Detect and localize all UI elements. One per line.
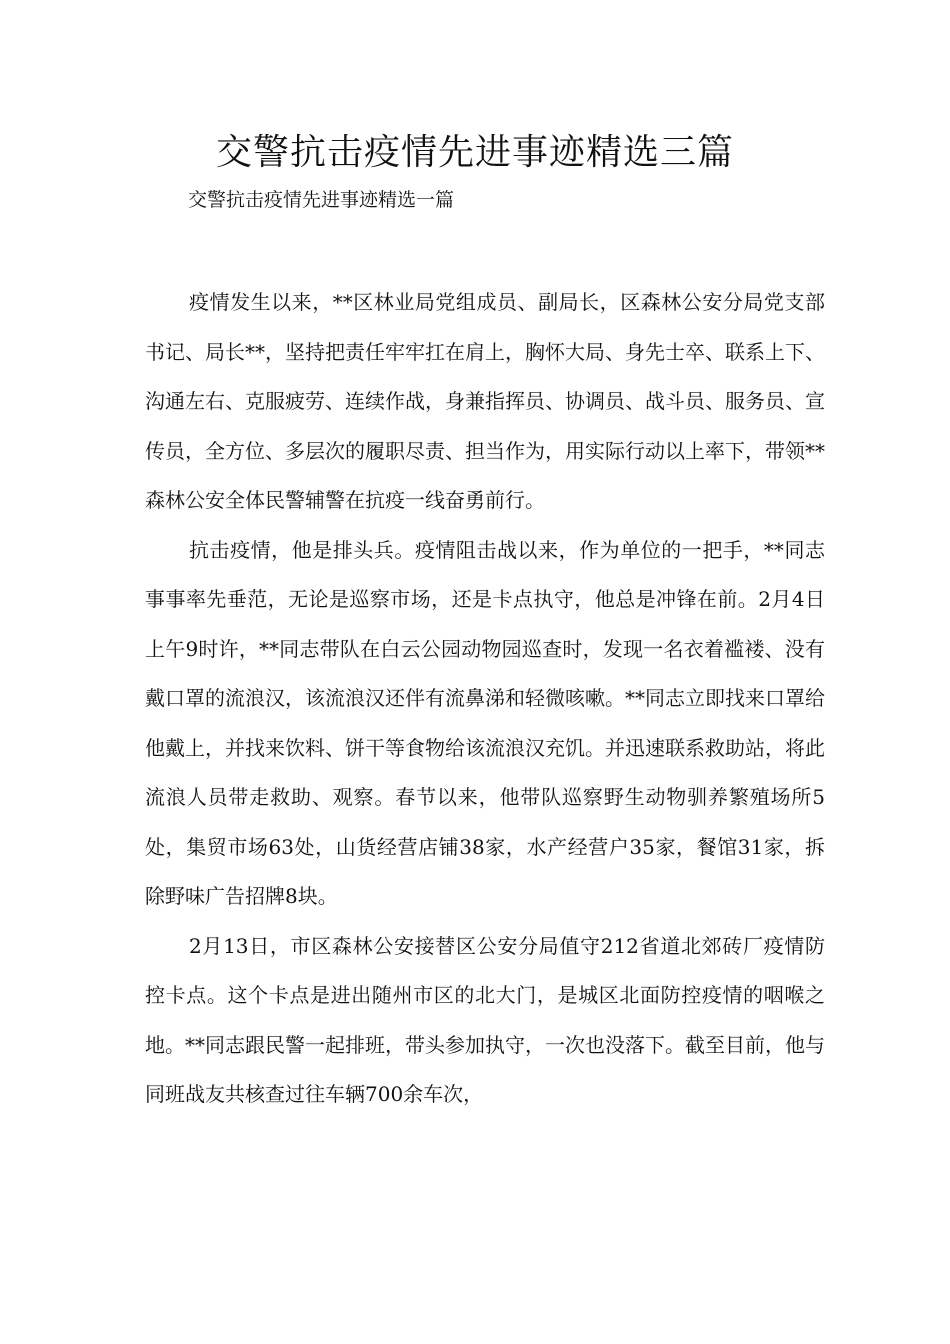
paragraph: 抗击疫情，他是排头兵。疫情阻击战以来，作为单位的一把手，**同志事事率先垂范，无论是巡察市场，还是卡点执守，他总是冲锋在前。2月4日上午9时许，**同志带队在白云公园动物园巡查时，发现一名衣着褴褛、没有戴口罩的流浪汉，该流浪汉还伴有流鼻涕和轻微咳嗽。**同志立即找来口罩给他戴上，并找来饮料、饼干等食物给该流浪汉充饥。并迅速联系救助站，将此流浪人员带走救助、观察。春节以来，他带队巡察野生动物驯养繁殖场所5处，集贸市场63处，山货经营店铺38家，水产经营户35家，餐馆31家，拆除野味广告招牌8块。 xyxy=(145,537,825,908)
paragraph: 疫情发生以来，**区林业局党组成员、副局长，区森林公安分局党支部书记、局长**，坚持把责任牢牢扛在肩上，胸怀大局、身先士卒、联系上下、沟通左右、克服疲劳、连续作战，身兼指挥员、协调员、战斗员、服务员、宣传员，全方位、多层次的履职尽责、担当作为，用实际行动以上率下，带领**森林公安全体民警辅警在抗疫一线奋勇前行。 xyxy=(145,290,825,512)
document-body xyxy=(145,278,825,1120)
paragraph: 2月13日，市区森林公安接替区公安分局值守212省道北郊砖厂疫情防控卡点。这个卡点是进出随州市区的北大门，是城区北面防控疫情的咽喉之地。**同志跟民警一起排班，带头参加执守，一次也没落下。截至目前，他与同班战友共核查过往车辆700余车次， xyxy=(145,933,825,1106)
document-title: 交警抗击疫情先进事迹精选三篇 xyxy=(215,132,734,173)
document-subtitle: 交警抗击疫情先进事迹精选一篇 xyxy=(188,189,455,211)
